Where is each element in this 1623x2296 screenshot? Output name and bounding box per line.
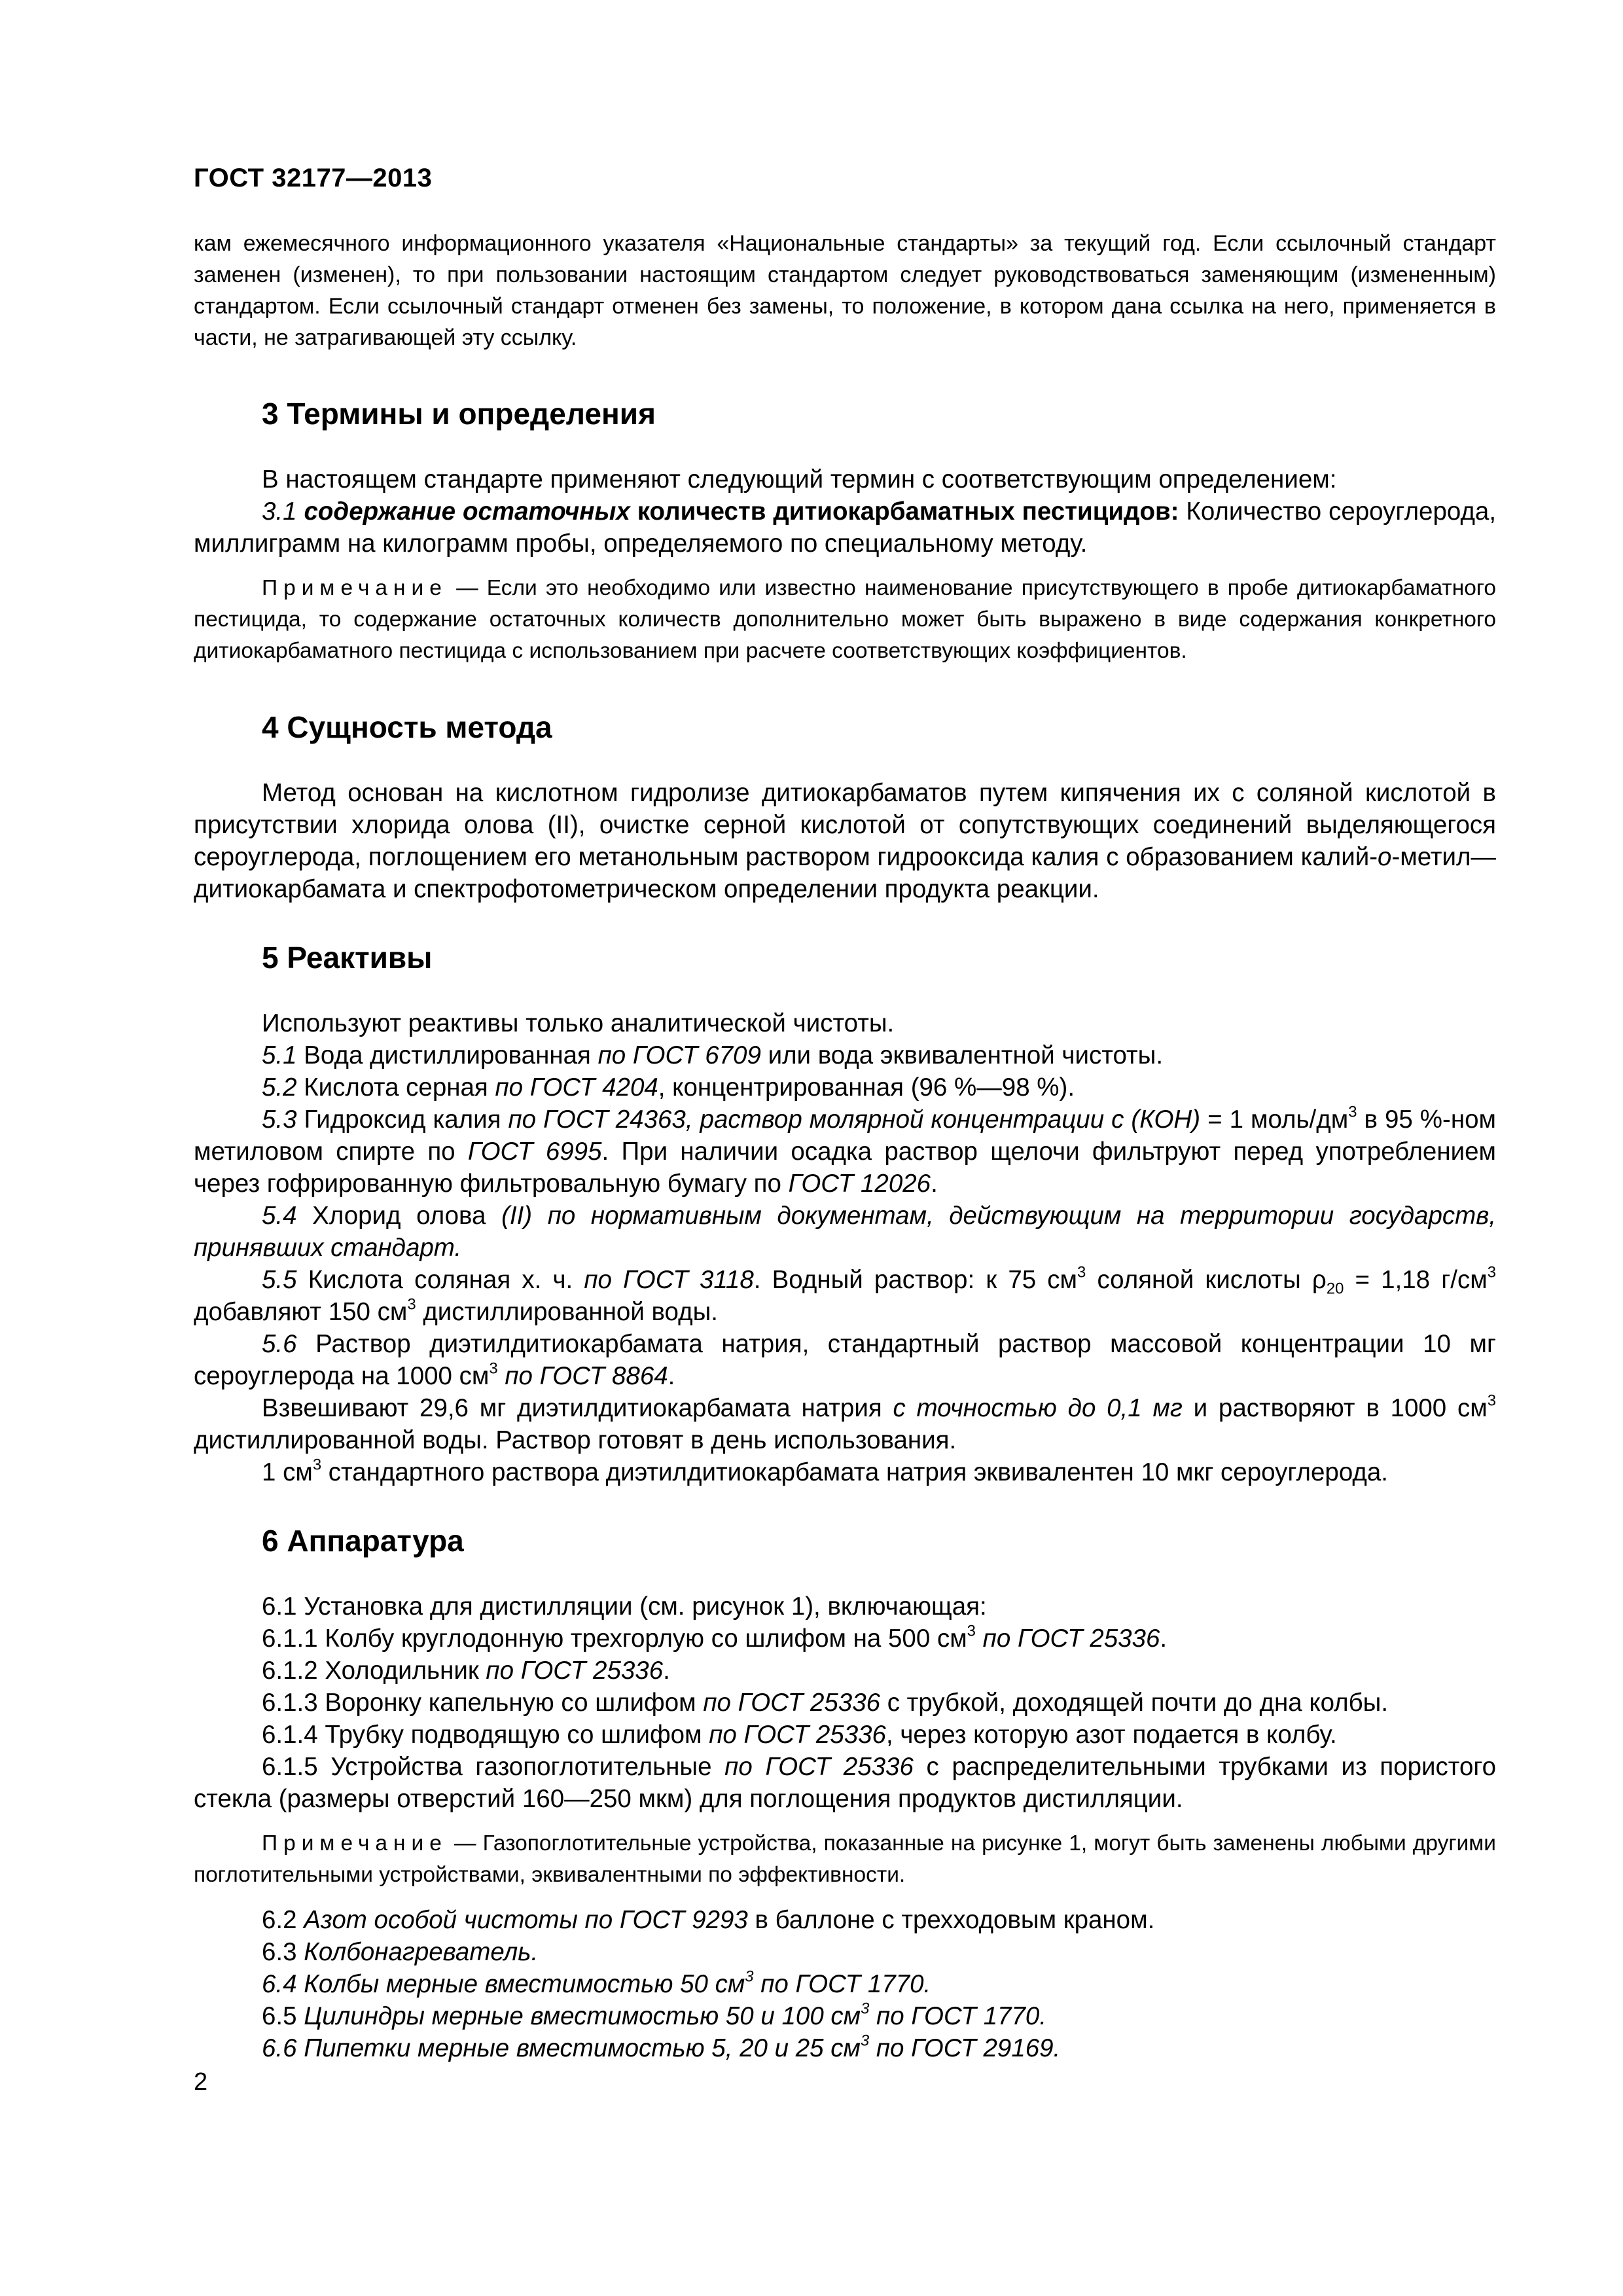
- note-section-3: Примечание — Если это необходимо или известно наименование присутствующего в пробе дитиокарбаматного пестицида, то содержание остаточных количеств дополнительно может быть выражено в виде содержания конкретного дитиокарбаматного пестицида с использованием при расчете соответствующих коэффициентов.: [194, 576, 1496, 663]
- item-6-1-5: 6.1.5 Устройства газопоглотительные по ГОСТ 25336 с распределительными трубками из пористого стекла (размеры отверстий 160—250 мкм) для поглощения продуктов дистилляции.: [194, 1753, 1496, 1813]
- item-6-2: 6.2 Азот особой чистоты по ГОСТ 9293 в баллоне с трехходовым краном.: [262, 1906, 1155, 1934]
- item-6-1-1: 6.1.1 Колбу круглодонную трехгорлую со шлифом на 500 $см^3$ по ГОСТ 25336.: [262, 1622, 1168, 1653]
- item-6-1: 6.1 Установка для дистилляции (см. рисунок 1), включающая:: [262, 1592, 987, 1621]
- section-5-title: 5 Реактивы: [262, 941, 433, 975]
- section-3-title: 3 Термины и определения: [262, 397, 656, 431]
- item-6-1-3: 6.1.3 Воронку капельную со шлифом по ГОСТ 25336 с трубкой, доходящей почти до дна колбы.: [262, 1689, 1389, 1717]
- section-3-intro: В настоящем стандарте применяют следующий термин с соответствующим определением:: [262, 465, 1337, 493]
- section-5-intro: Используют реактивы только аналитической чистоты.: [262, 1009, 895, 1037]
- item-6-6: 6.6 Пипетки мерные вместимостью 5, 20 и 25 $см^3$ по ГОСТ 29169.: [262, 2032, 1061, 2062]
- item-6-1-4: 6.1.4 Трубку подводящую со шлифом по ГОСТ 25336, через которую азот подается в колбу.: [262, 1721, 1337, 1749]
- item-5-4: 5.4 Хлорид олова (II) по нормативным документам, действующим на территории государств, принявших стандарт.: [194, 1202, 1496, 1262]
- note-section-6: Примечание — Газопоглотительные устройства, показанные на рисунке 1, могут быть заменены любыми другими поглотительными устройствами, эквивалентными по эффективности.: [194, 1831, 1496, 1887]
- equivalence-paragraph: 1 $см^3$ стандартного раствора диэтилдитиокарбамата натрия эквивалентен 10 мкг сероуглерода.: [262, 1456, 1388, 1486]
- weigh-paragraph: Взвешивают 29,6 мг диэтилдитиокарбамата натрия с точностью до 0,1 мг и растворяют в 1000 $см^3$ дистиллированной воды. Раствор готовят в день использования.: [194, 1391, 1497, 1454]
- document-body: [194, 228, 1496, 2064]
- item-5-2: 5.2 Кислота серная по ГОСТ 4204, концентрированная (96 %—98 %).: [262, 1073, 1075, 1102]
- item-5-1: 5.1 Вода дистиллированная по ГОСТ 6709 или вода эквивалентной чистоты.: [262, 1041, 1164, 1069]
- item-6-1-2: 6.1.2 Холодильник по ГОСТ 25336.: [262, 1657, 670, 1685]
- section-4-paragraph: Метод основан на кислотном гидролизе дитиокарбаматов путем кипячения их с соляной кислотой в присутствии хлорида олова (II), очистке серной кислотой от сопутствующих соединений выделяющегося сероуглерода, поглощением его метанольным раствором гидрооксида калия с образованием калий-о-метил— дитиокарбамата и спектрофотометрическом определении продукта реакции.: [194, 779, 1496, 903]
- document-code-header: ГОСТ 32177—2013: [194, 164, 433, 192]
- item-5-3: 5.3 Гидроксид калия по ГОСТ 24363, раствор молярной концентрации с (КОН) = 1 моль/$дм^3$ в 95 %-ном метиловом спирте по ГОСТ 6995. При наличии осадка раствор щелочи фильтруют перед употреблением через гофрированную фильтровальную бумагу по ГОСТ 12026.: [194, 1103, 1496, 1198]
- section-6-title: 6 Аппаратура: [262, 1524, 464, 1558]
- intro-paragraph: кам ежемесячного информационного указателя «Национальные стандарты» за текущий год. Если ссылочный стандарт заменен (изменен), то при пользовании настоящим стандартом следует руководствоваться заменяющим (измененным) стандартом. Если ссылочный стандарт отменен без замены, то положение, в котором дана ссылка на него, применяется в части, не затрагивающей эту ссылку.: [194, 231, 1496, 350]
- item-6-4: 6.4 Колбы мерные вместимостью 50 $см^3$ по ГОСТ 1770.: [262, 1967, 931, 1998]
- item-6-5: 6.5 Цилиндры мерные вместимостью 50 и 100 $см^3$ по ГОСТ 1770.: [262, 2000, 1047, 2030]
- item-6-3: 6.3 Колбонагреватель.: [262, 1938, 539, 1966]
- page-number: 2: [194, 2068, 208, 2096]
- item-5-6: 5.6 Раствор диэтилдитиокарбамата натрия, стандартный раствор массовой концентрации 10 мг сероуглерода на 1000 $см^3$ по ГОСТ 8864.: [194, 1330, 1496, 1390]
- item-5-5: 5.5 Кислота соляная х. ч. по ГОСТ 3118. Водный раствор: к 75 $см^3$ соляной кислоты $\rho_{20} = 1,18$ $г/см^3$ добавляют 150 $см^3$ дистиллированной воды.: [194, 1263, 1496, 1326]
- section-4-title: 4 Сущность метода: [262, 710, 552, 744]
- term-3-1: 3.1 содержание остаточных количеств дитиокарбаматных пестицидов: Количество сероуглерода, миллиграмм на килограмм пробы, определяемого по специальному методу.: [194, 497, 1497, 558]
